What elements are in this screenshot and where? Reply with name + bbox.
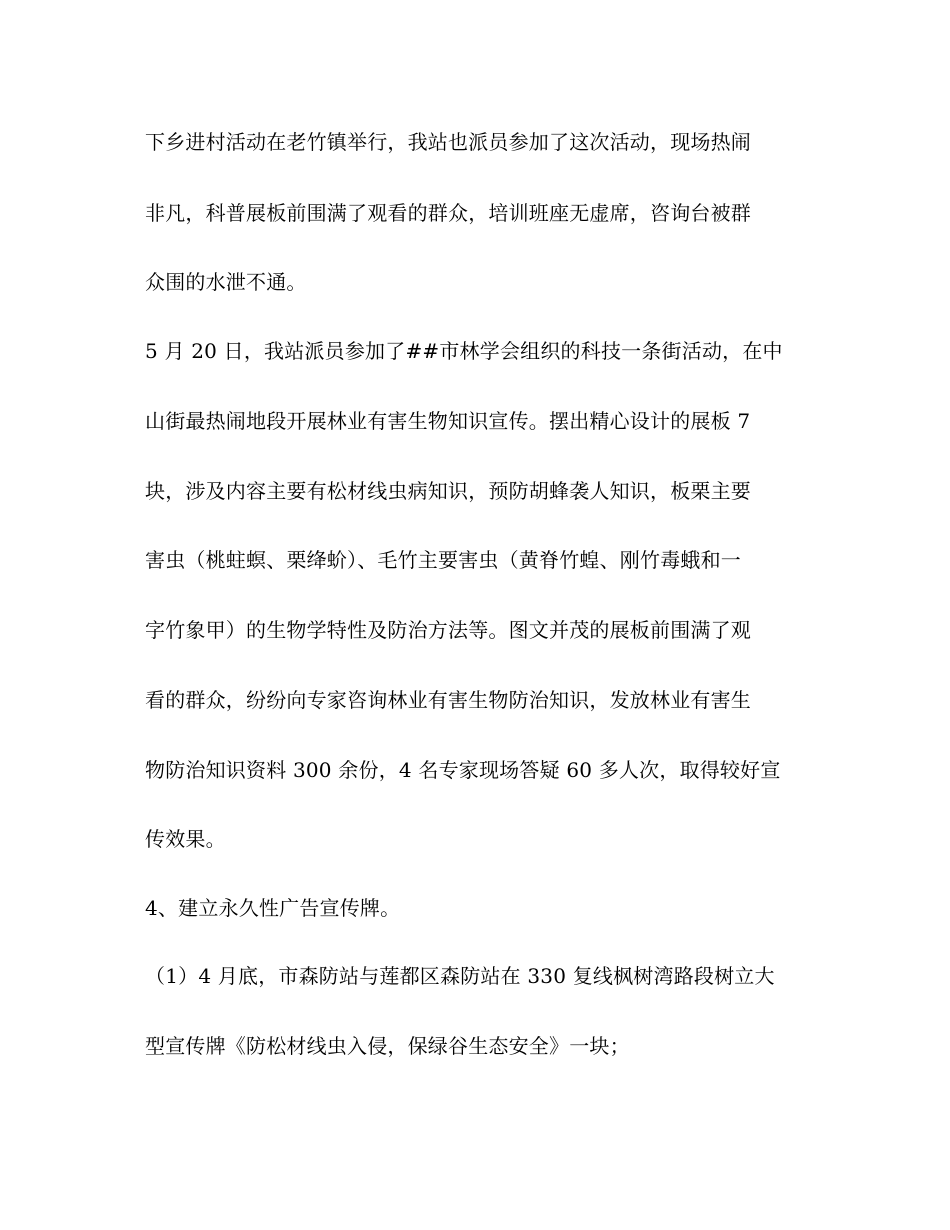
- text-line: 下乡进村活动在老竹镇举行，我站也派员参加了这次活动，现场热闹: [145, 130, 751, 154]
- text-line: 型宣传牌《防松材线虫入侵，保绿谷生态安全》一块；: [145, 1034, 630, 1058]
- text-line: 众围的水泄不通。: [145, 270, 307, 294]
- text-line: （1）4 月底，市森防站与莲都区森防站在 330 复线枫树湾路段树立大: [145, 964, 775, 988]
- text-line: 5 月 20 日，我站派员参加了##市林学会组织的科技一条街活动，在中: [145, 339, 783, 363]
- text-line: 块，涉及内容主要有松材线虫病知识，预防胡蜂袭人知识，板栗主要: [145, 479, 751, 503]
- text-line: 非凡，科普展板前围满了观看的群众，培训班座无虚席，咨询台被群: [145, 201, 751, 225]
- text-line: 害虫（桃蛀螟、栗绛蚧）、毛竹主要害虫（黄脊竹蝗、刚竹毒蛾和一: [145, 548, 741, 572]
- text-line: 字竹象甲）的生物学特性及防治方法等。图文并茂的展板前围满了观: [145, 618, 751, 642]
- text-line: 山街最热闹地段开展林业有害生物知识宣传。摆出精心设计的展板 7: [145, 409, 751, 433]
- text-line: 看的群众，纷纷向专家咨询林业有害生物防治知识，发放林业有害生: [145, 688, 751, 712]
- section-heading: 4、建立永久性广告宣传牌。: [145, 896, 401, 920]
- text-line: 物防治知识资料 300 余份，4 名专家现场答疑 60 多人次，取得较好宣: [145, 758, 781, 782]
- text-line: 传效果。: [145, 827, 226, 851]
